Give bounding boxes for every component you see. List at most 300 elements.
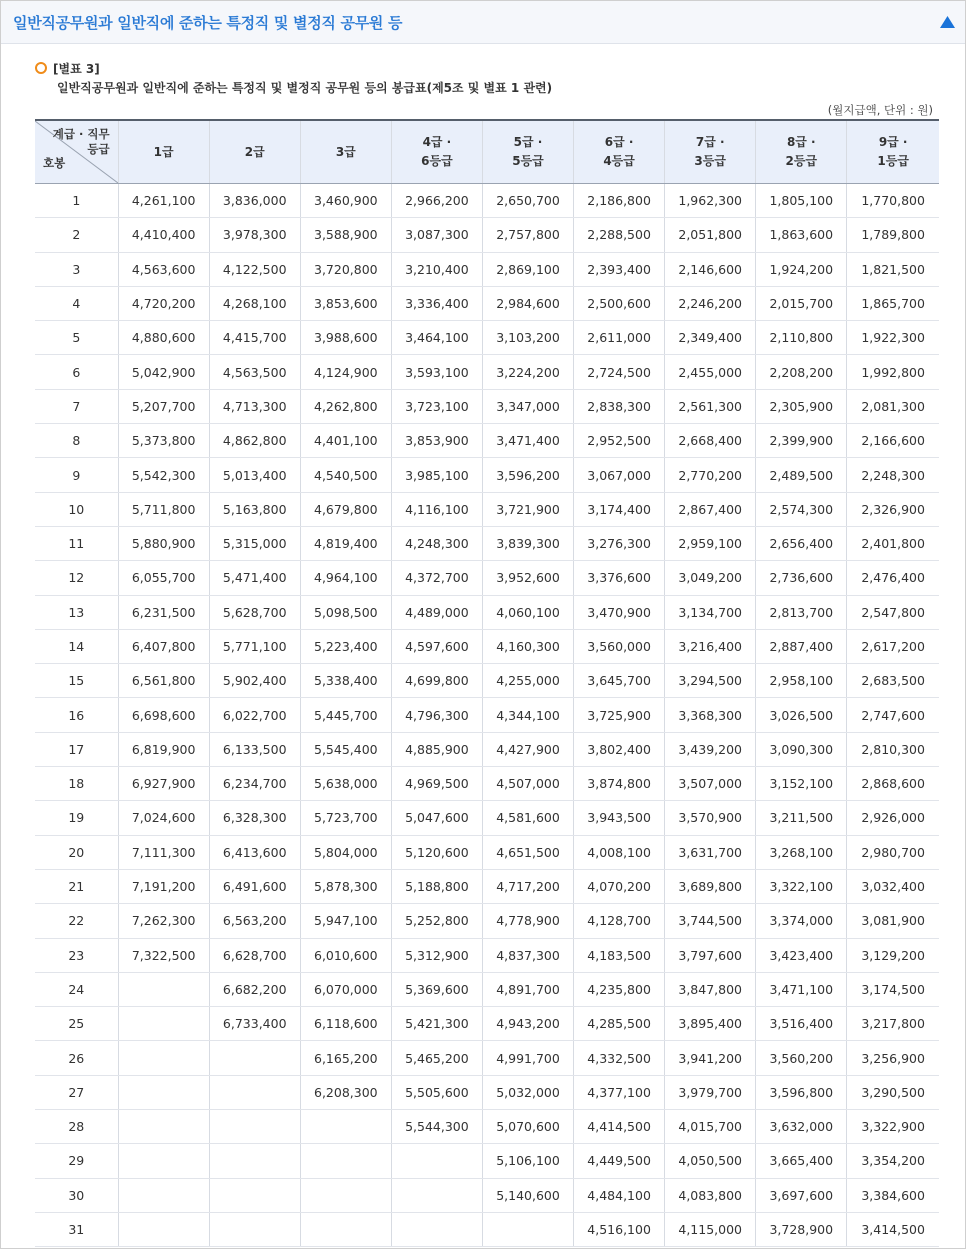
salary-cell: 5,312,900 bbox=[391, 938, 482, 972]
salary-cell: 2,561,300 bbox=[665, 389, 756, 423]
salary-cell: 3,276,300 bbox=[574, 526, 665, 560]
salary-cell bbox=[300, 1144, 391, 1178]
salary-cell: 2,984,600 bbox=[482, 286, 573, 320]
column-header: 9급 · 1등급 bbox=[847, 120, 939, 184]
salary-cell: 4,717,200 bbox=[482, 869, 573, 903]
salary-cell: 4,581,600 bbox=[482, 801, 573, 835]
salary-cell: 3,978,300 bbox=[209, 218, 300, 252]
salary-cell: 4,699,800 bbox=[391, 664, 482, 698]
salary-cell: 5,338,400 bbox=[300, 664, 391, 698]
salary-cell: 4,449,500 bbox=[574, 1144, 665, 1178]
salary-cell: 2,401,800 bbox=[847, 526, 939, 560]
salary-cell: 2,208,200 bbox=[756, 355, 847, 389]
salary-cell: 4,484,100 bbox=[574, 1178, 665, 1212]
step-cell: 23 bbox=[35, 938, 118, 972]
corner-bottom-label: 호봉 bbox=[43, 156, 66, 170]
salary-cell: 5,711,800 bbox=[118, 492, 209, 526]
salary-cell: 3,985,100 bbox=[391, 458, 482, 492]
salary-cell: 3,853,600 bbox=[300, 286, 391, 320]
salary-cell: 4,116,100 bbox=[391, 492, 482, 526]
salary-cell: 2,051,800 bbox=[665, 218, 756, 252]
salary-cell: 5,902,400 bbox=[209, 664, 300, 698]
salary-cell: 3,720,800 bbox=[300, 252, 391, 286]
salary-cell: 2,747,600 bbox=[847, 698, 939, 732]
salary-cell: 2,288,500 bbox=[574, 218, 665, 252]
salary-cell: 4,235,800 bbox=[574, 972, 665, 1006]
salary-cell: 3,354,200 bbox=[847, 1144, 939, 1178]
salary-cell: 3,507,000 bbox=[665, 767, 756, 801]
salary-cell: 5,373,800 bbox=[118, 424, 209, 458]
salary-cell: 6,407,800 bbox=[118, 629, 209, 663]
salary-cell: 2,489,500 bbox=[756, 458, 847, 492]
salary-cell: 5,880,900 bbox=[118, 526, 209, 560]
salary-cell: 2,668,400 bbox=[665, 424, 756, 458]
column-header: 6급 · 4등급 bbox=[574, 120, 665, 184]
salary-cell: 2,770,200 bbox=[665, 458, 756, 492]
salary-cell: 2,393,400 bbox=[574, 252, 665, 286]
salary-cell: 5,505,600 bbox=[391, 1075, 482, 1109]
salary-cell: 2,081,300 bbox=[847, 389, 939, 423]
salary-cell: 3,596,200 bbox=[482, 458, 573, 492]
salary-cell: 6,819,900 bbox=[118, 732, 209, 766]
salary-cell: 4,679,800 bbox=[300, 492, 391, 526]
step-cell: 15 bbox=[35, 664, 118, 698]
salary-cell: 2,724,500 bbox=[574, 355, 665, 389]
salary-cell: 2,476,400 bbox=[847, 561, 939, 595]
salary-cell: 4,248,300 bbox=[391, 526, 482, 560]
salary-cell: 3,174,400 bbox=[574, 492, 665, 526]
salary-cell: 6,234,700 bbox=[209, 767, 300, 801]
salary-cell: 4,008,100 bbox=[574, 835, 665, 869]
step-cell: 20 bbox=[35, 835, 118, 869]
salary-cell: 5,188,800 bbox=[391, 869, 482, 903]
corner-header-cell bbox=[35, 120, 118, 184]
salary-cell: 3,874,800 bbox=[574, 767, 665, 801]
salary-cell: 6,118,600 bbox=[300, 1007, 391, 1041]
salary-cell: 3,979,700 bbox=[665, 1075, 756, 1109]
salary-cell: 2,146,600 bbox=[665, 252, 756, 286]
salary-cell: 4,720,200 bbox=[118, 286, 209, 320]
column-header: 5급 · 5등급 bbox=[482, 120, 573, 184]
salary-cell: 3,152,100 bbox=[756, 767, 847, 801]
table-row bbox=[35, 218, 939, 252]
salary-cell: 4,060,100 bbox=[482, 595, 573, 629]
step-cell: 2 bbox=[35, 218, 118, 252]
salary-cell: 6,628,700 bbox=[209, 938, 300, 972]
salary-cell: 3,211,500 bbox=[756, 801, 847, 835]
salary-cell: 3,723,100 bbox=[391, 389, 482, 423]
table-row bbox=[35, 1212, 939, 1246]
salary-cell: 3,087,300 bbox=[391, 218, 482, 252]
step-cell: 21 bbox=[35, 869, 118, 903]
salary-cell: 3,423,400 bbox=[756, 938, 847, 972]
salary-cell bbox=[300, 1178, 391, 1212]
column-header: 7급 · 3등급 bbox=[665, 120, 756, 184]
salary-cell: 5,638,000 bbox=[300, 767, 391, 801]
salary-cell: 3,471,400 bbox=[482, 424, 573, 458]
corner-top-label bbox=[53, 127, 110, 157]
salary-cell: 6,698,600 bbox=[118, 698, 209, 732]
salary-cell: 2,813,700 bbox=[756, 595, 847, 629]
salary-cell: 4,410,400 bbox=[118, 218, 209, 252]
salary-cell: 3,210,400 bbox=[391, 252, 482, 286]
salary-cell bbox=[209, 1212, 300, 1246]
salary-cell: 7,322,500 bbox=[118, 938, 209, 972]
salary-cell: 4,344,100 bbox=[482, 698, 573, 732]
table-row bbox=[35, 321, 939, 355]
salary-cell: 5,120,600 bbox=[391, 835, 482, 869]
salary-cell: 4,880,600 bbox=[118, 321, 209, 355]
salary-cell: 3,374,000 bbox=[756, 904, 847, 938]
salary-cell: 3,322,100 bbox=[756, 869, 847, 903]
salary-cell: 4,124,900 bbox=[300, 355, 391, 389]
table-row bbox=[35, 629, 939, 663]
salary-cell: 2,455,000 bbox=[665, 355, 756, 389]
salary-cell: 5,223,400 bbox=[300, 629, 391, 663]
salary-cell bbox=[209, 1110, 300, 1144]
step-cell: 3 bbox=[35, 252, 118, 286]
salary-cell: 7,111,300 bbox=[118, 835, 209, 869]
step-cell: 26 bbox=[35, 1041, 118, 1075]
salary-cell: 5,544,300 bbox=[391, 1110, 482, 1144]
panel-header[interactable] bbox=[1, 1, 965, 44]
salary-cell: 4,778,900 bbox=[482, 904, 573, 938]
salary-cell: 3,384,600 bbox=[847, 1178, 939, 1212]
salary-cell: 5,878,300 bbox=[300, 869, 391, 903]
salary-cell: 2,959,100 bbox=[665, 526, 756, 560]
salary-cell: 1,863,600 bbox=[756, 218, 847, 252]
table-row bbox=[35, 1075, 939, 1109]
salary-cell: 3,895,400 bbox=[665, 1007, 756, 1041]
salary-cell: 2,838,300 bbox=[574, 389, 665, 423]
salary-cell: 2,868,600 bbox=[847, 767, 939, 801]
salary-cell: 4,414,500 bbox=[574, 1110, 665, 1144]
salary-cell bbox=[118, 1041, 209, 1075]
salary-cell: 1,924,200 bbox=[756, 252, 847, 286]
salary-cell bbox=[391, 1212, 482, 1246]
salary-cell: 5,723,700 bbox=[300, 801, 391, 835]
salary-cell: 3,596,800 bbox=[756, 1075, 847, 1109]
salary-cell: 5,471,400 bbox=[209, 561, 300, 595]
salary-cell: 5,315,000 bbox=[209, 526, 300, 560]
salary-cell bbox=[209, 1144, 300, 1178]
table-row bbox=[35, 355, 939, 389]
salary-cell: 4,372,700 bbox=[391, 561, 482, 595]
salary-cell: 4,964,100 bbox=[300, 561, 391, 595]
salary-cell: 3,414,500 bbox=[847, 1212, 939, 1246]
salary-cell bbox=[391, 1144, 482, 1178]
salary-cell: 3,322,900 bbox=[847, 1110, 939, 1144]
table-row bbox=[35, 835, 939, 869]
step-cell: 29 bbox=[35, 1144, 118, 1178]
salary-cell: 4,862,800 bbox=[209, 424, 300, 458]
salary-cell: 4,991,700 bbox=[482, 1041, 573, 1075]
salary-cell: 5,070,600 bbox=[482, 1110, 573, 1144]
table-row bbox=[35, 904, 939, 938]
step-cell: 30 bbox=[35, 1178, 118, 1212]
salary-cell: 3,721,900 bbox=[482, 492, 573, 526]
salary-cell: 2,399,900 bbox=[756, 424, 847, 458]
salary-cell: 6,022,700 bbox=[209, 698, 300, 732]
step-cell: 7 bbox=[35, 389, 118, 423]
step-cell: 9 bbox=[35, 458, 118, 492]
unit-note: (월지급액, 단위 : 원) bbox=[827, 103, 933, 117]
salary-cell: 2,980,700 bbox=[847, 835, 939, 869]
salary-cell: 4,083,800 bbox=[665, 1178, 756, 1212]
table-row bbox=[35, 184, 939, 218]
column-header: 2급 bbox=[209, 120, 300, 184]
salary-cell: 2,683,500 bbox=[847, 664, 939, 698]
salary-cell: 2,611,000 bbox=[574, 321, 665, 355]
salary-cell: 4,427,900 bbox=[482, 732, 573, 766]
salary-cell: 5,042,900 bbox=[118, 355, 209, 389]
salary-cell: 4,563,500 bbox=[209, 355, 300, 389]
salary-cell: 4,377,100 bbox=[574, 1075, 665, 1109]
salary-cell: 6,561,800 bbox=[118, 664, 209, 698]
salary-cell: 3,217,800 bbox=[847, 1007, 939, 1041]
step-cell: 19 bbox=[35, 801, 118, 835]
salary-cell: 4,885,900 bbox=[391, 732, 482, 766]
salary-cell: 4,183,500 bbox=[574, 938, 665, 972]
salary-cell: 3,268,100 bbox=[756, 835, 847, 869]
step-cell: 5 bbox=[35, 321, 118, 355]
salary-cell: 3,689,800 bbox=[665, 869, 756, 903]
salary-cell: 5,628,700 bbox=[209, 595, 300, 629]
step-cell: 25 bbox=[35, 1007, 118, 1041]
salary-cell: 3,290,500 bbox=[847, 1075, 939, 1109]
salary-cell: 3,103,200 bbox=[482, 321, 573, 355]
step-cell: 12 bbox=[35, 561, 118, 595]
corner-top-line2: 등급 bbox=[87, 142, 110, 156]
triangle-up-icon bbox=[940, 16, 955, 28]
salary-cell: 2,656,400 bbox=[756, 526, 847, 560]
step-cell: 1 bbox=[35, 184, 118, 218]
salary-cell: 5,421,300 bbox=[391, 1007, 482, 1041]
salary-cell: 4,837,300 bbox=[482, 938, 573, 972]
salary-cell: 5,369,600 bbox=[391, 972, 482, 1006]
salary-cell: 4,160,300 bbox=[482, 629, 573, 663]
salary-cell: 3,090,300 bbox=[756, 732, 847, 766]
salary-cell: 3,728,900 bbox=[756, 1212, 847, 1246]
salary-cell: 5,098,500 bbox=[300, 595, 391, 629]
salary-cell: 5,163,800 bbox=[209, 492, 300, 526]
panel-content bbox=[1, 44, 965, 1247]
step-cell: 31 bbox=[35, 1212, 118, 1246]
salary-cell: 2,248,300 bbox=[847, 458, 939, 492]
salary-cell: 5,465,200 bbox=[391, 1041, 482, 1075]
salary-cell: 4,891,700 bbox=[482, 972, 573, 1006]
column-header: 1급 bbox=[118, 120, 209, 184]
salary-cell: 3,631,700 bbox=[665, 835, 756, 869]
salary-cell: 3,439,200 bbox=[665, 732, 756, 766]
salary-cell: 3,049,200 bbox=[665, 561, 756, 595]
salary-cell: 5,252,800 bbox=[391, 904, 482, 938]
step-cell: 10 bbox=[35, 492, 118, 526]
salary-cell: 3,256,900 bbox=[847, 1041, 939, 1075]
salary-cell: 4,128,700 bbox=[574, 904, 665, 938]
salary-cell: 4,713,300 bbox=[209, 389, 300, 423]
step-cell: 11 bbox=[35, 526, 118, 560]
table-row bbox=[35, 526, 939, 560]
table-row bbox=[35, 424, 939, 458]
salary-cell: 1,962,300 bbox=[665, 184, 756, 218]
salary-cell: 3,725,900 bbox=[574, 698, 665, 732]
salary-cell: 3,067,000 bbox=[574, 458, 665, 492]
salary-cell: 4,969,500 bbox=[391, 767, 482, 801]
table-row bbox=[35, 1110, 939, 1144]
salary-cell: 3,376,600 bbox=[574, 561, 665, 595]
salary-cell: 4,015,700 bbox=[665, 1110, 756, 1144]
table-row bbox=[35, 492, 939, 526]
panel-title: 일반직공무원과 일반직에 준하는 특정직 및 별정직 공무원 등 bbox=[13, 13, 403, 32]
salary-cell bbox=[209, 1178, 300, 1212]
salary-cell: 6,563,200 bbox=[209, 904, 300, 938]
salary-cell: 4,261,100 bbox=[118, 184, 209, 218]
salary-cell: 2,757,800 bbox=[482, 218, 573, 252]
table-row bbox=[35, 1144, 939, 1178]
salary-cell: 2,810,300 bbox=[847, 732, 939, 766]
salary-cell: 3,632,000 bbox=[756, 1110, 847, 1144]
table-row bbox=[35, 1041, 939, 1075]
salary-cell: 6,010,600 bbox=[300, 938, 391, 972]
salary-cell bbox=[300, 1110, 391, 1144]
salary-cell: 3,588,900 bbox=[300, 218, 391, 252]
table-row bbox=[35, 1007, 939, 1041]
salary-cell: 5,545,400 bbox=[300, 732, 391, 766]
salary-cell: 4,516,100 bbox=[574, 1212, 665, 1246]
salary-cell: 2,110,800 bbox=[756, 321, 847, 355]
salary-cell: 3,294,500 bbox=[665, 664, 756, 698]
salary-cell: 4,507,000 bbox=[482, 767, 573, 801]
step-cell: 24 bbox=[35, 972, 118, 1006]
step-cell: 14 bbox=[35, 629, 118, 663]
salary-cell: 3,460,900 bbox=[300, 184, 391, 218]
step-cell: 6 bbox=[35, 355, 118, 389]
salary-cell: 3,516,400 bbox=[756, 1007, 847, 1041]
salary-cell: 5,542,300 bbox=[118, 458, 209, 492]
step-cell: 17 bbox=[35, 732, 118, 766]
salary-cell: 3,174,500 bbox=[847, 972, 939, 1006]
salary-cell: 4,115,000 bbox=[665, 1212, 756, 1246]
salary-cell: 2,015,700 bbox=[756, 286, 847, 320]
salary-cell: 4,255,000 bbox=[482, 664, 573, 698]
step-cell: 27 bbox=[35, 1075, 118, 1109]
salary-cell: 1,805,100 bbox=[756, 184, 847, 218]
salary-cell: 2,869,100 bbox=[482, 252, 573, 286]
salary-cell: 3,368,300 bbox=[665, 698, 756, 732]
salary-cell: 2,887,400 bbox=[756, 629, 847, 663]
salary-cell: 2,246,200 bbox=[665, 286, 756, 320]
salary-cell bbox=[482, 1212, 573, 1246]
salary-cell: 3,744,500 bbox=[665, 904, 756, 938]
table-header-row bbox=[35, 120, 939, 184]
salary-cell: 4,332,500 bbox=[574, 1041, 665, 1075]
table-row bbox=[35, 252, 939, 286]
salary-cell: 4,819,400 bbox=[300, 526, 391, 560]
table-caption: 일반직공무원과 일반직에 준하는 특정직 및 별정직 공무원 등의 봉급표(제5조 및 별표 1 관련) bbox=[57, 81, 553, 95]
salary-cell: 3,665,400 bbox=[756, 1144, 847, 1178]
salary-cell: 4,285,500 bbox=[574, 1007, 665, 1041]
salary-cell: 3,129,200 bbox=[847, 938, 939, 972]
salary-cell: 3,224,200 bbox=[482, 355, 573, 389]
salary-cell: 3,839,300 bbox=[482, 526, 573, 560]
salary-cell: 3,470,900 bbox=[574, 595, 665, 629]
salary-cell: 6,231,500 bbox=[118, 595, 209, 629]
salary-cell: 4,401,100 bbox=[300, 424, 391, 458]
column-header: 8급 · 2등급 bbox=[756, 120, 847, 184]
salary-cell: 5,013,400 bbox=[209, 458, 300, 492]
salary-cell: 3,836,000 bbox=[209, 184, 300, 218]
salary-cell: 6,413,600 bbox=[209, 835, 300, 869]
collapse-button[interactable] bbox=[939, 15, 955, 29]
salary-cell: 3,645,700 bbox=[574, 664, 665, 698]
salary-cell bbox=[118, 1144, 209, 1178]
table-row bbox=[35, 458, 939, 492]
salary-cell: 4,540,500 bbox=[300, 458, 391, 492]
step-cell: 22 bbox=[35, 904, 118, 938]
salary-cell: 2,500,600 bbox=[574, 286, 665, 320]
salary-cell: 3,952,600 bbox=[482, 561, 573, 595]
salary-cell: 6,070,000 bbox=[300, 972, 391, 1006]
salary-cell: 2,305,900 bbox=[756, 389, 847, 423]
salary-cell: 7,191,200 bbox=[118, 869, 209, 903]
salary-cell bbox=[391, 1178, 482, 1212]
salary-cell bbox=[209, 1075, 300, 1109]
salary-cell: 3,471,100 bbox=[756, 972, 847, 1006]
corner-top-line1: 계급 · 직무 bbox=[52, 127, 110, 141]
salary-cell bbox=[118, 1007, 209, 1041]
salary-cell: 3,570,900 bbox=[665, 801, 756, 835]
salary-cell: 6,133,500 bbox=[209, 732, 300, 766]
salary-cell: 3,560,000 bbox=[574, 629, 665, 663]
step-cell: 8 bbox=[35, 424, 118, 458]
salary-cell: 5,771,100 bbox=[209, 629, 300, 663]
table-row bbox=[35, 595, 939, 629]
circle-bullet-icon bbox=[35, 62, 47, 74]
table-row bbox=[35, 698, 939, 732]
salary-table bbox=[35, 119, 939, 1247]
salary-cell: 5,445,700 bbox=[300, 698, 391, 732]
salary-cell: 4,597,600 bbox=[391, 629, 482, 663]
column-header: 3급 bbox=[300, 120, 391, 184]
salary-cell: 2,926,000 bbox=[847, 801, 939, 835]
salary-cell: 2,326,900 bbox=[847, 492, 939, 526]
salary-cell: 6,927,900 bbox=[118, 767, 209, 801]
salary-cell: 6,491,600 bbox=[209, 869, 300, 903]
salary-cell: 2,186,800 bbox=[574, 184, 665, 218]
salary-cell: 2,349,400 bbox=[665, 321, 756, 355]
salary-cell: 6,208,300 bbox=[300, 1075, 391, 1109]
salary-cell: 2,166,600 bbox=[847, 424, 939, 458]
salary-cell: 3,336,400 bbox=[391, 286, 482, 320]
salary-cell: 6,055,700 bbox=[118, 561, 209, 595]
table-label: [별표 3] bbox=[53, 61, 100, 76]
salary-cell: 3,847,800 bbox=[665, 972, 756, 1006]
salary-cell bbox=[209, 1041, 300, 1075]
salary-cell bbox=[118, 1110, 209, 1144]
diagonal-header bbox=[35, 121, 118, 183]
table-row bbox=[35, 664, 939, 698]
salary-cell: 1,922,300 bbox=[847, 321, 939, 355]
salary-cell: 1,865,700 bbox=[847, 286, 939, 320]
salary-cell: 6,165,200 bbox=[300, 1041, 391, 1075]
step-cell: 4 bbox=[35, 286, 118, 320]
table-row bbox=[35, 561, 939, 595]
salary-cell: 5,207,700 bbox=[118, 389, 209, 423]
salary-cell: 3,802,400 bbox=[574, 732, 665, 766]
salary-cell bbox=[118, 972, 209, 1006]
salary-cell: 3,026,500 bbox=[756, 698, 847, 732]
